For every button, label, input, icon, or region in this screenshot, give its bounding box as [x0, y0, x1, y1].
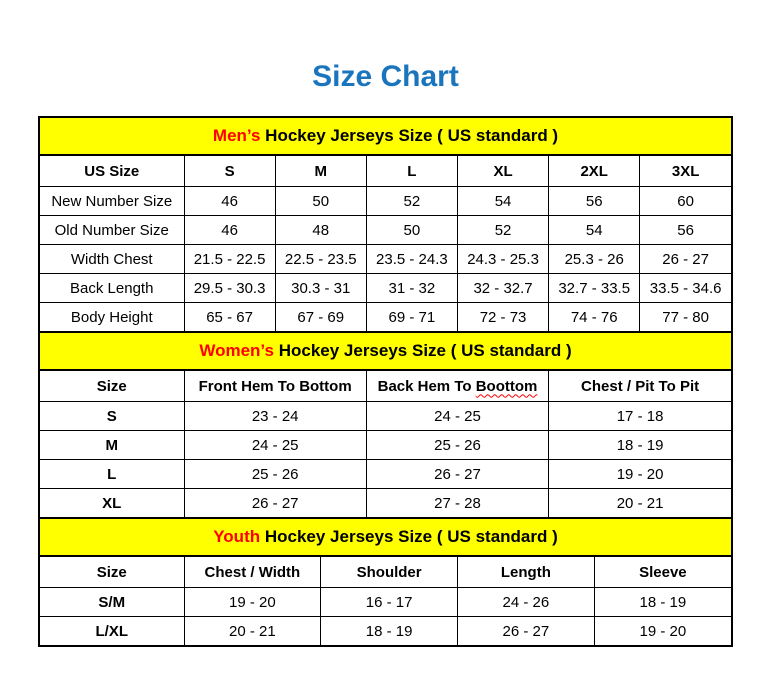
- mens-col-header: S: [184, 156, 275, 187]
- cell-value: 23.5 - 24.3: [366, 245, 457, 274]
- womens-col-header: Size: [40, 371, 184, 402]
- table-row: [40, 489, 731, 519]
- row-label: S: [40, 402, 184, 431]
- cell-value: 20 - 21: [184, 617, 321, 646]
- mens-banner-highlight: Men’s: [212, 126, 261, 145]
- cell-value: 21.5 - 22.5: [184, 245, 275, 274]
- table-row: [40, 245, 731, 274]
- cell-value: 54: [549, 216, 640, 245]
- cell-value: 26 - 27: [366, 460, 548, 489]
- cell-value: 25 - 26: [366, 431, 548, 460]
- cell-value: 56: [640, 216, 731, 245]
- row-label: Back Length: [40, 274, 184, 303]
- cell-value: 72 - 73: [457, 303, 548, 333]
- row-label: New Number Size: [40, 187, 184, 216]
- womens-col-header: Front Hem To Bottom: [184, 371, 366, 402]
- cell-value: 24 - 25: [366, 402, 548, 431]
- cell-value: 27 - 28: [366, 489, 548, 519]
- cell-value: 67 - 69: [275, 303, 366, 333]
- cell-value: 31 - 32: [366, 274, 457, 303]
- table-row: [40, 187, 731, 216]
- womens-section-banner: [40, 333, 731, 371]
- youth-col-header: Size: [40, 557, 184, 588]
- youth-size-table: [40, 557, 731, 645]
- cell-value: 18 - 19: [594, 588, 731, 617]
- mens-size-table: [40, 156, 731, 333]
- mens-col-header: 2XL: [549, 156, 640, 187]
- table-row: [40, 460, 731, 489]
- cell-value: 17 - 18: [549, 402, 731, 431]
- mens-col-header: 3XL: [640, 156, 731, 187]
- youth-col-header: Chest / Width: [184, 557, 321, 588]
- cell-value: 26 - 27: [640, 245, 731, 274]
- mens-section-banner: [40, 118, 731, 156]
- cell-value: 24 - 25: [184, 431, 366, 460]
- youth-header-row: [40, 557, 731, 588]
- table-row: [40, 431, 731, 460]
- table-row: [40, 402, 731, 431]
- row-label: Body Height: [40, 303, 184, 333]
- mens-col-header: US Size: [40, 156, 184, 187]
- cell-value: 33.5 - 34.6: [640, 274, 731, 303]
- womens-col-header-misspelled: [366, 371, 548, 402]
- row-label: L: [40, 460, 184, 489]
- mens-col-header: XL: [457, 156, 548, 187]
- cell-value: 19 - 20: [594, 617, 731, 646]
- cell-value: 30.3 - 31: [275, 274, 366, 303]
- cell-value: 56: [549, 187, 640, 216]
- cell-value: 46: [184, 187, 275, 216]
- misspelled-word: Boottom: [475, 377, 538, 395]
- cell-value: 50: [366, 216, 457, 245]
- cell-value: 25.3 - 26: [549, 245, 640, 274]
- mens-header-row: [40, 156, 731, 187]
- cell-value: 32 - 32.7: [457, 274, 548, 303]
- table-row: [40, 588, 731, 617]
- cell-value: 26 - 27: [458, 617, 595, 646]
- youth-banner-rest: Hockey Jerseys Size ( US standard ): [260, 527, 558, 546]
- cell-value: 18 - 19: [549, 431, 731, 460]
- cell-value: 54: [457, 187, 548, 216]
- womens-banner-rest: Hockey Jerseys Size ( US standard ): [273, 341, 572, 360]
- cell-value: 29.5 - 30.3: [184, 274, 275, 303]
- table-row: [40, 617, 731, 646]
- cell-value: 60: [640, 187, 731, 216]
- womens-size-table: [40, 371, 731, 519]
- cell-value: 74 - 76: [549, 303, 640, 333]
- cell-value: 18 - 19: [321, 617, 458, 646]
- cell-value: 32.7 - 33.5: [549, 274, 640, 303]
- misspelled-header-prefix: Back Hem To: [377, 377, 476, 395]
- row-label: XL: [40, 489, 184, 519]
- cell-value: 65 - 67: [184, 303, 275, 333]
- cell-value: 22.5 - 23.5: [275, 245, 366, 274]
- cell-value: 16 - 17: [321, 588, 458, 617]
- mens-col-header: M: [275, 156, 366, 187]
- womens-header-row: [40, 371, 731, 402]
- cell-value: 50: [275, 187, 366, 216]
- cell-value: 25 - 26: [184, 460, 366, 489]
- youth-banner-highlight: Youth: [213, 527, 261, 546]
- table-row: [40, 303, 731, 333]
- cell-value: 52: [366, 187, 457, 216]
- row-label: S/M: [40, 588, 184, 617]
- youth-col-header: Sleeve: [594, 557, 731, 588]
- size-chart-frame: [38, 116, 733, 647]
- row-label: Old Number Size: [40, 216, 184, 245]
- mens-banner-rest: Hockey Jerseys Size ( US standard ): [260, 126, 559, 145]
- womens-banner-highlight: Women’s: [199, 341, 274, 360]
- youth-section-banner: [40, 519, 731, 557]
- cell-value: 24 - 26: [458, 588, 595, 617]
- row-label: M: [40, 431, 184, 460]
- cell-value: 26 - 27: [184, 489, 366, 519]
- cell-value: 46: [184, 216, 275, 245]
- page-title: Size Chart: [312, 60, 459, 93]
- row-label: L/XL: [40, 617, 184, 646]
- cell-value: 52: [457, 216, 548, 245]
- cell-value: 23 - 24: [184, 402, 366, 431]
- row-label: Width Chest: [40, 245, 184, 274]
- cell-value: 48: [275, 216, 366, 245]
- youth-col-header: Shoulder: [321, 557, 458, 588]
- cell-value: 20 - 21: [549, 489, 731, 519]
- cell-value: 69 - 71: [366, 303, 457, 333]
- cell-value: 24.3 - 25.3: [457, 245, 548, 274]
- womens-col-header: Chest / Pit To Pit: [549, 371, 731, 402]
- cell-value: 19 - 20: [549, 460, 731, 489]
- cell-value: 77 - 80: [640, 303, 731, 333]
- cell-value: 19 - 20: [184, 588, 321, 617]
- table-row: [40, 274, 731, 303]
- table-row: [40, 216, 731, 245]
- mens-col-header: L: [366, 156, 457, 187]
- youth-col-header: Length: [458, 557, 595, 588]
